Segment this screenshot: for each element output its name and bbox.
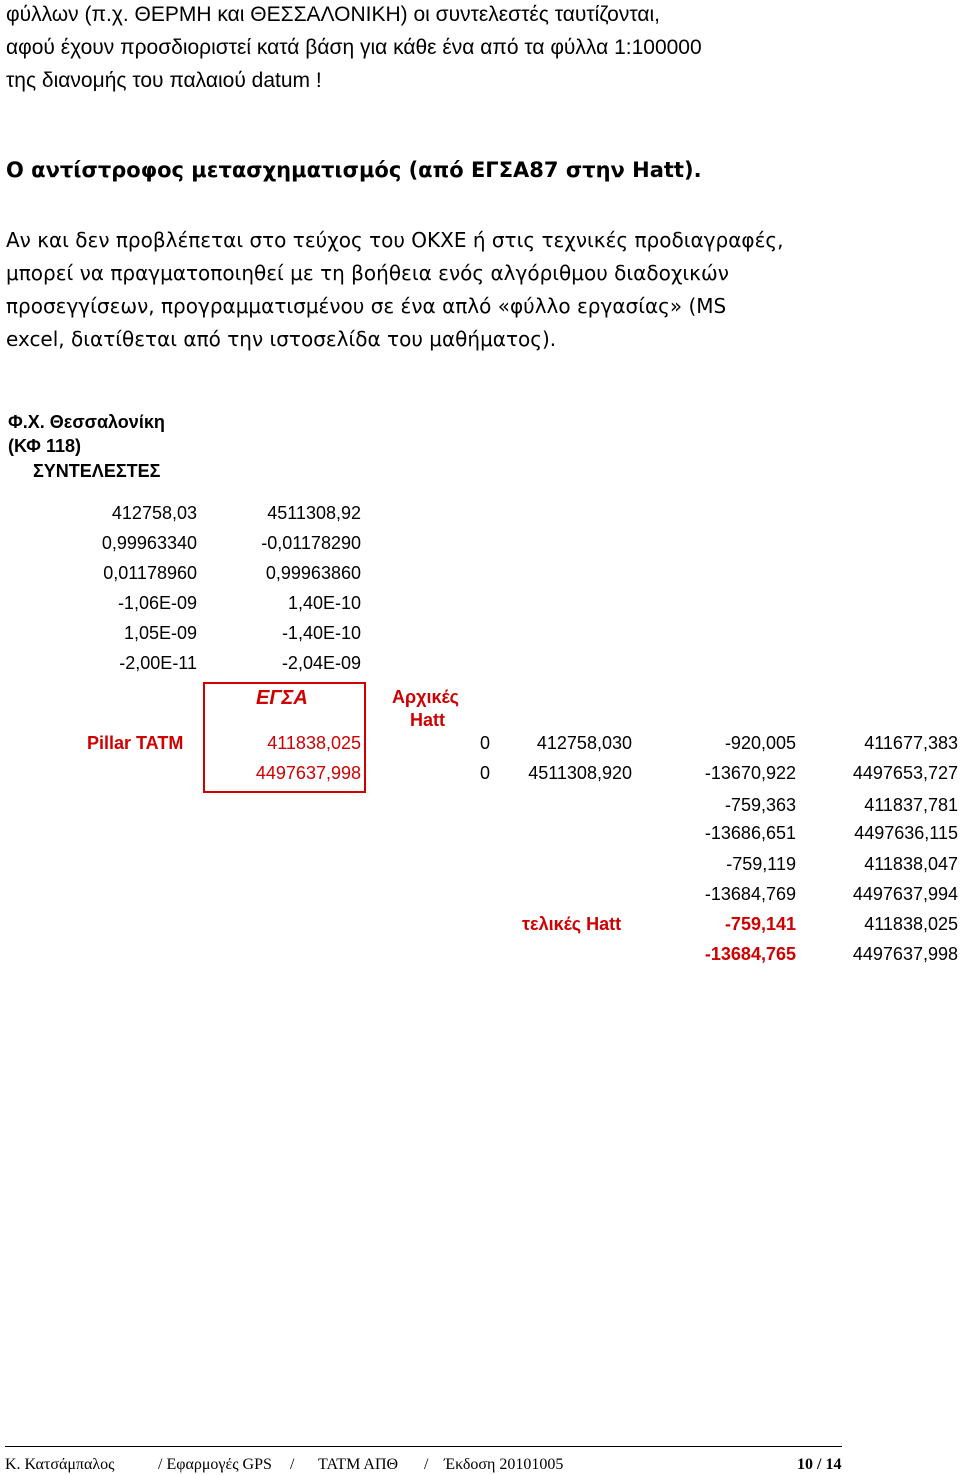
- egsa-y-cell: 4497637,998: [255, 763, 361, 783]
- paragraph-line-1: Αν και δεν προβλέπεται στο τεύχος του ΟΚΧΕ ή στις τεχνικές προδιαγραφές,: [6, 228, 784, 252]
- iteration-cell: 4497637,994: [852, 884, 958, 904]
- coeff-cell: 0,99963340: [101, 533, 197, 553]
- table-cell: -13670,922: [704, 763, 796, 783]
- footer-rule: [5, 1446, 842, 1447]
- final-hatt-label: τελικές Hatt: [522, 914, 622, 934]
- coeff-cell: -0,01178290: [261, 533, 361, 553]
- footer-gps: / Εφαρμογές GPS: [158, 1456, 272, 1473]
- coeff-cell: 4511308,92: [267, 503, 361, 523]
- section-heading: Ο αντίστροφος μετασχηματισμός (από ΕΓΣΑ87 στην Hatt).: [6, 158, 702, 182]
- paragraph-line-3: προσεγγίσεων, προγραμματισμένου σε ένα απλό «φύλλο εργασίας» (MS: [6, 294, 727, 318]
- intro-line-3: της διανομής του παλαιού datum !: [6, 69, 322, 92]
- footer-separator: /: [290, 1456, 295, 1473]
- table-cell: 0: [479, 733, 490, 753]
- initial-hatt-header-2: Hatt: [410, 710, 445, 730]
- initial-hatt-header: Αρχικές: [392, 687, 460, 707]
- iteration-cell: -759,119: [726, 854, 796, 874]
- intro-line-2: αφού έχουν προσδιοριστεί κατά βάση για κάθε ένα από τα φύλλα 1:100000: [6, 36, 702, 59]
- footer-separator: /: [424, 1456, 429, 1473]
- iteration-cell: 4497636,115: [854, 823, 958, 843]
- sheet-title: Φ.Χ. Θεσσαλονίκη: [8, 412, 165, 432]
- coeff-cell: -1,40E-10: [281, 623, 361, 643]
- footer-author: Κ. Κατσάμπαλος: [5, 1456, 115, 1473]
- table-cell: 0: [479, 763, 490, 783]
- coeff-cell: 412758,03: [111, 503, 197, 523]
- footer-page-number: 10 / 14: [797, 1456, 842, 1473]
- iteration-cell: 411837,781: [864, 795, 958, 815]
- footer-edition: Έκδοση 20101005: [444, 1456, 564, 1473]
- iteration-cell: -759,363: [724, 795, 796, 815]
- iteration-cell: 411838,047: [864, 854, 958, 874]
- table-cell: 4511308,920: [528, 763, 632, 783]
- coeff-cell: 0,99963860: [265, 563, 361, 583]
- coeff-cell: 1,40E-10: [287, 593, 361, 613]
- coefficients-label: ΣΥΝΤΕΛΕΣΤΕΣ: [33, 461, 161, 481]
- coeff-cell: -2,00E-11: [119, 653, 197, 673]
- final-cell: 4497637,998: [852, 944, 958, 964]
- iteration-cell: -13686,651: [704, 823, 796, 843]
- sheet-subtitle: (ΚΦ 118): [8, 436, 81, 456]
- footer-course: ΤΑΤΜ ΑΠΘ: [318, 1456, 399, 1473]
- coeff-cell: -1,06E-09: [117, 593, 197, 613]
- egsa-x-cell: 411838,025: [267, 733, 361, 753]
- final-cell: -13684,765: [704, 944, 796, 964]
- paragraph-line-2: μπορεί να πραγματοποιηθεί με τη βοήθεια ενός αλγόριθμου διαδοχικών: [6, 261, 729, 285]
- table-cell: 4497653,727: [852, 763, 958, 783]
- table-cell: 411677,383: [864, 733, 958, 753]
- coeff-cell: -2,04E-09: [281, 653, 361, 673]
- table-cell: -920,005: [724, 733, 796, 753]
- egsa-header: ΕΓΣΑ: [256, 687, 308, 709]
- final-cell: 411838,025: [864, 914, 958, 934]
- coeff-cell: 1,05E-09: [123, 623, 197, 643]
- intro-line-1: φύλλων (π.χ. ΘΕΡΜΗ και ΘΕΣΣΑΛΟΝΙΚΗ) οι συντελεστές ταυτίζονται,: [6, 3, 660, 26]
- iteration-cell: -13684,769: [704, 884, 796, 904]
- final-cell: -759,141: [724, 914, 796, 934]
- paragraph-line-4: excel, διατίθεται από την ιστοσελίδα του μαθήματος).: [6, 327, 557, 351]
- table-cell: 412758,030: [536, 733, 632, 753]
- coeff-cell: 0,01178960: [103, 563, 197, 583]
- pillar-label: Pillar TATM: [87, 733, 184, 753]
